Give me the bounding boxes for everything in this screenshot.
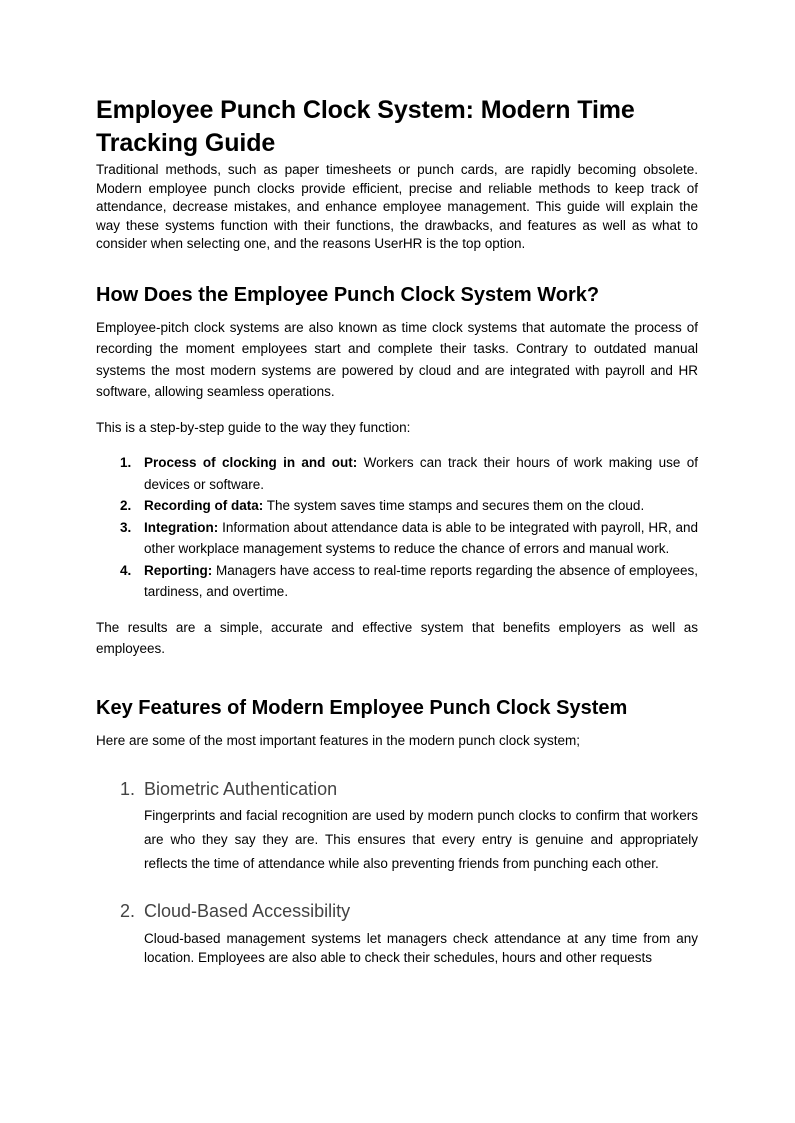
document-page <box>96 94 698 967</box>
feature-title: Cloud-Based Accessibility <box>144 901 351 921</box>
step-text: Managers have access to real-time reports regarding the absence of employees, tardiness, and overtime. <box>144 562 698 599</box>
how-it-works-paragraph: Employee-pitch clock systems are also known as time clock systems that automate the process of recording the moment employees start and complete their tasks. Contrary to outdated manual systems the most modern systems are powered by cloud and are integrated with payroll and HR software, allowing seamless operations. <box>96 319 698 399</box>
feature-item <box>96 899 698 967</box>
feature-title: Biometric Authentication <box>144 779 338 799</box>
step-label: Integration: <box>144 519 219 535</box>
step-intro-paragraph: This is a step-by-step guide to the way they function: <box>96 419 411 435</box>
step-number: 3. <box>120 519 132 535</box>
key-features-heading: Key Features of Modern Employee Punch Clock System <box>96 696 628 719</box>
step-number: 2. <box>120 498 132 513</box>
key-features-paragraph: Here are some of the most important features in the modern punch clock system; <box>96 732 580 748</box>
step-text: The system saves time stamps and secures them on the cloud. <box>263 498 645 513</box>
step-text: Information about attendance data is able to be integrated with payroll, HR, and other workplace management systems to reduce the chance of errors and manual work. <box>144 519 698 556</box>
step-label: Recording of data: <box>144 498 264 513</box>
step-number: 4. <box>120 562 132 578</box>
step-label: Process of clocking in and out: <box>144 455 358 470</box>
intro-paragraph: Traditional methods, such as paper timesheets or punch cards, are rapidly becoming obsolete. Modern employee punch clocks provide efficient, precise and reliable methods to keep track of attendance, decrease mistakes, and enhance employee management. This guide will explain the way these systems function with their functions, the drawbacks, and features as well as what to consider when selecting one, and the reasons UserHR is the top option. <box>96 162 698 251</box>
feature-number: 2. <box>120 901 136 921</box>
how-it-works-heading: How Does the Employee Punch Clock System Work? <box>96 283 600 306</box>
step-text: Workers can track their hours of work making use of devices or software. <box>144 455 699 492</box>
feature-text: Fingerprints and facial recognition are used by modern punch clocks to confirm that workers are who they say they are. This ensures that every entry is genuine and appropriately reflects the time of attendance while also preventing friends from punching each other. <box>144 808 698 871</box>
results-paragraph: The results are a simple, accurate and effective system that benefits employers as well as employees. <box>96 619 698 656</box>
step-label: Reporting: <box>144 562 213 578</box>
list-item <box>96 517 698 560</box>
list-item <box>96 452 698 495</box>
list-item <box>96 495 698 517</box>
document-title: Employee Punch Clock System: Modern Time Tracking Guide <box>96 96 635 157</box>
list-item <box>96 560 698 603</box>
feature-item <box>96 777 698 876</box>
feature-text: Cloud-based management systems let managers check attendance at any time from any location. Employees are also able to check their schedules, hours and other requests <box>144 931 698 965</box>
feature-number: 1. <box>120 779 136 799</box>
step-number: 1. <box>120 455 132 470</box>
steps-list <box>96 452 698 603</box>
